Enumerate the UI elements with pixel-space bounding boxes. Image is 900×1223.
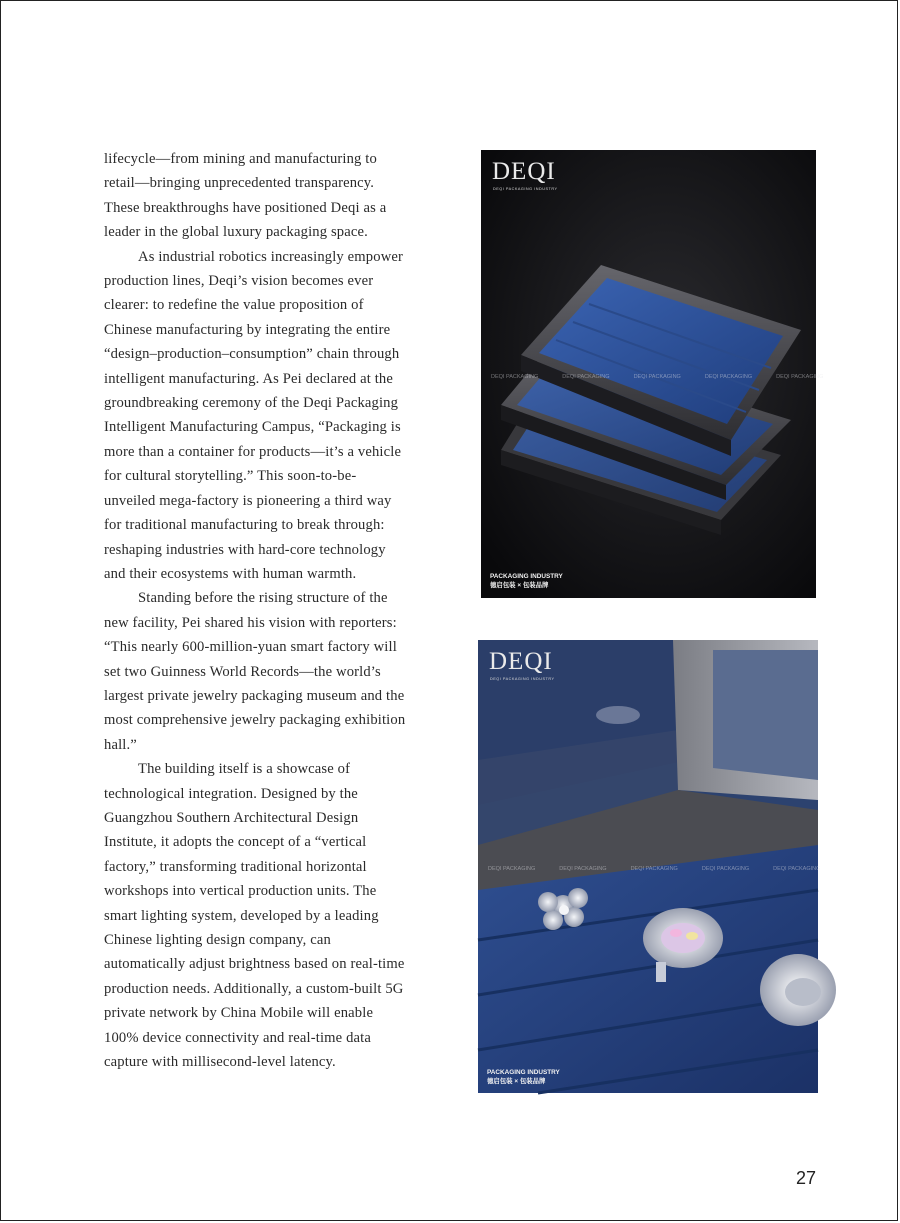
caption-line-1: PACKAGING INDUSTRY bbox=[487, 1069, 560, 1076]
deqi-logo-subtitle: DEQI PACKAGING INDUSTRY bbox=[493, 187, 558, 191]
watermark-text: DEQI PACKAGING bbox=[701, 866, 750, 872]
paragraph-2: As industrial robotics increasingly empower production lines, Deqi’s vision becomes ever clearer: to redefine the value proposition of Chinese manufacturing by integrating the entire “design–production–consumption” chain through intelligent manufacturing. As Pei declared at the groundbreaking ceremony of the Deqi Packaging Intelligent Manufacturing Campus, “Packaging is more than a container for products—it’s a vehicle for cultural storytelling.” This soon-to-be- unveiled mega-factory is pioneering a third way for traditional manufacturing to break through: reshaping industries with hard-core technology and their ecosystems with human warmth. bbox=[104, 248, 404, 582]
photo-caption bbox=[490, 572, 563, 590]
watermark-text: DEQI PACKAGING bbox=[562, 374, 610, 380]
paragraph-1: lifecycle—from mining and manufacturing to retail—bringing unprecedented transparency. These breakthroughs have positioned Deqi as a leader in the global luxury packaging space. bbox=[104, 151, 387, 241]
paragraph-4: The building itself is a showcase of technological integration. Designed by the Guangzhou Southern Architectural Design Institute, it adopts the concept of a “vertical factory,” transforming traditional horizontal workshops into vertical production units. The smart lighting system, developed by a leading Chinese lighting design company, can automatically adjust brightness based on real-time production needs. Additionally, a custom-built 5G private network by China Mobile will enable 100% device connectivity and real-time data capture with millisecond-level latency. bbox=[104, 761, 405, 1071]
watermark-text: DEQI PACKAGING bbox=[559, 866, 607, 872]
watermark-row bbox=[491, 374, 824, 380]
deqi-logo: DEQI bbox=[492, 158, 556, 185]
deqi-logo-subtitle: DEQI PACKAGING INDUSTRY bbox=[490, 677, 555, 681]
caption-line-2: 德启包装 × 包装品牌 bbox=[490, 582, 549, 589]
caption-line-1: PACKAGING INDUSTRY bbox=[490, 573, 563, 580]
photo-caption bbox=[487, 1068, 560, 1086]
paragraph-3: Standing before the rising structure of the new facility, Pei shared his vision with reporters: “This nearly 600-million-yuan smart factory will set two Guinness World Records—the world’s largest private jewelry packaging museum and the most comprehensive jewelry packaging exhibition hall.” bbox=[104, 590, 406, 753]
watermark-text: DEQI PACKAGING bbox=[704, 374, 753, 380]
deqi-logo: DEQI bbox=[489, 648, 553, 675]
watermark-text: DEQI PACKAGING bbox=[633, 374, 681, 380]
watermark-text: DEQI PACKAGING bbox=[776, 374, 824, 380]
product-photo-rings bbox=[478, 640, 821, 1093]
watermark-text: DEQI PACKAGING bbox=[630, 866, 678, 872]
watermark-row bbox=[488, 866, 821, 872]
page-number: 27 bbox=[796, 1168, 817, 1188]
caption-line-2: 德启包装 × 包装品牌 bbox=[487, 1078, 546, 1085]
watermark-text: DEQI PACKAGING bbox=[773, 866, 821, 872]
article-body bbox=[104, 147, 444, 1074]
product-photo-trays bbox=[481, 150, 824, 598]
watermark-text: DEQI PACKAGING bbox=[491, 374, 539, 380]
watermark-text: DEQI PACKAGING bbox=[488, 866, 536, 872]
